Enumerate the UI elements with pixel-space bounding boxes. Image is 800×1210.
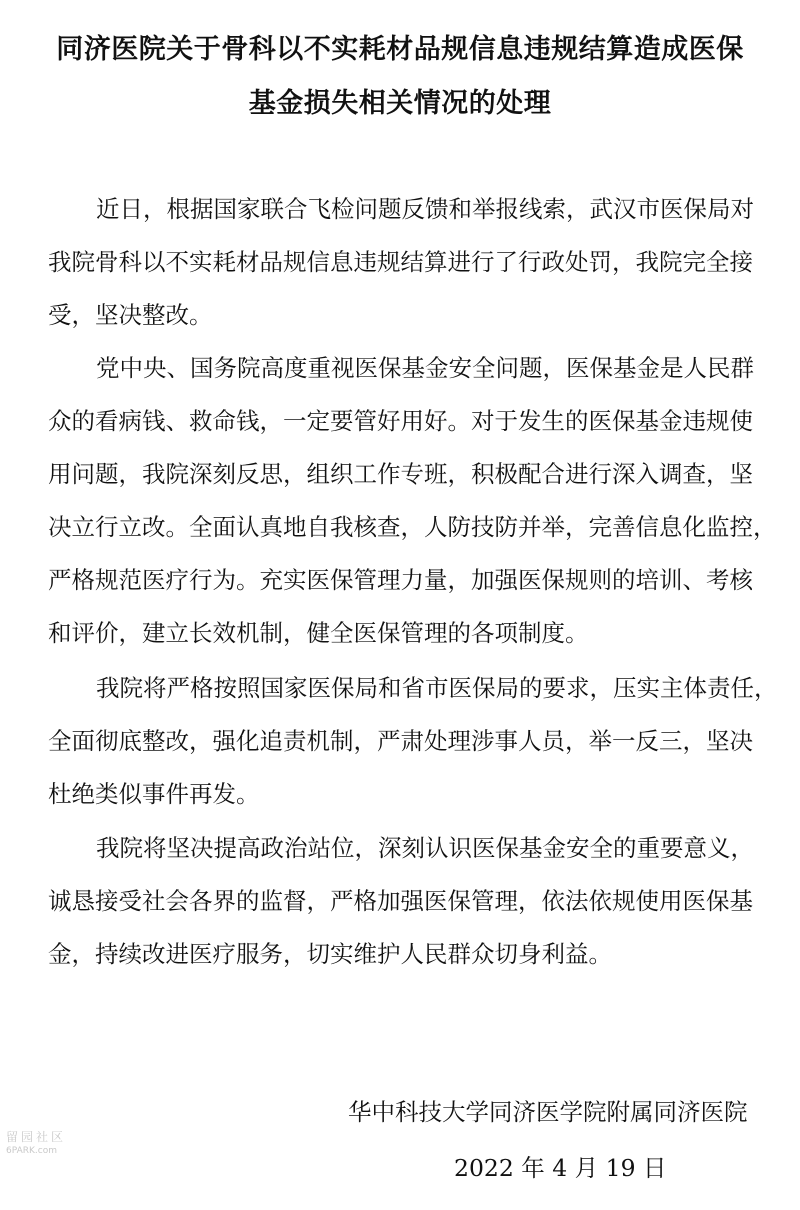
paragraph-line: 我院将坚决提高政治站位，深刻认识医保基金安全的重要意义， xyxy=(96,834,754,862)
signature-organization: 华中科技大学同济医学院附属同济医院 xyxy=(348,1098,748,1126)
paragraph-line: 我院骨科以不实耗材品规信息违规结算进行了行政处罚，我院完全接 xyxy=(48,248,753,276)
paragraph-line: 和评价，建立长效机制，健全医保管理的各项制度。 xyxy=(48,619,589,647)
paragraph-line: 受，坚决整改。 xyxy=(48,301,213,329)
paragraph-line: 近日，根据国家联合飞检问题反馈和举报线索，武汉市医保局对 xyxy=(96,195,754,223)
paragraph-line: 用问题，我院深刻反思，组织工作专班，积极配合进行深入调查，坚 xyxy=(48,460,753,488)
paragraph-line: 我院将严格按照国家医保局和省市医保局的要求，压实主体责任， xyxy=(96,674,778,702)
watermark-url: 6PARK.com xyxy=(6,1146,57,1156)
watermark-text: 留园社区 xyxy=(6,1130,67,1144)
paragraph-line: 严格规范医疗行为。充实医保管理力量，加强医保规则的培训、考核 xyxy=(48,566,753,594)
paragraph-line: 金，持续改进医疗服务，切实维护人民群众切身利益。 xyxy=(48,940,612,968)
paragraph-line: 诚恳接受社会各界的监督，严格加强医保管理，依法依规使用医保基 xyxy=(48,887,753,915)
paragraph-line: 党中央、国务院高度重视医保基金安全问题，医保基金是人民群 xyxy=(96,354,754,382)
signature-date: 2022 年 4 月 19 日 xyxy=(454,1154,667,1182)
paragraph-line: 众的看病钱、救命钱，一定要管好用好。对于发生的医保基金违规使 xyxy=(48,407,753,435)
paragraph-line: 杜绝类似事件再发。 xyxy=(48,780,260,808)
paragraph-line: 全面彻底整改，强化追责机制，严肃处理涉事人员，举一反三，坚决 xyxy=(48,727,753,755)
document-title-line-2: 基金损失相关情况的处理 xyxy=(248,88,552,119)
document-title-line-1: 同济医院关于骨科以不实耗材品规信息违规结算造成医保 xyxy=(56,34,744,65)
paragraph-line: 决立行立改。全面认真地自我核查，人防技防并举，完善信息化监控， xyxy=(48,513,777,541)
